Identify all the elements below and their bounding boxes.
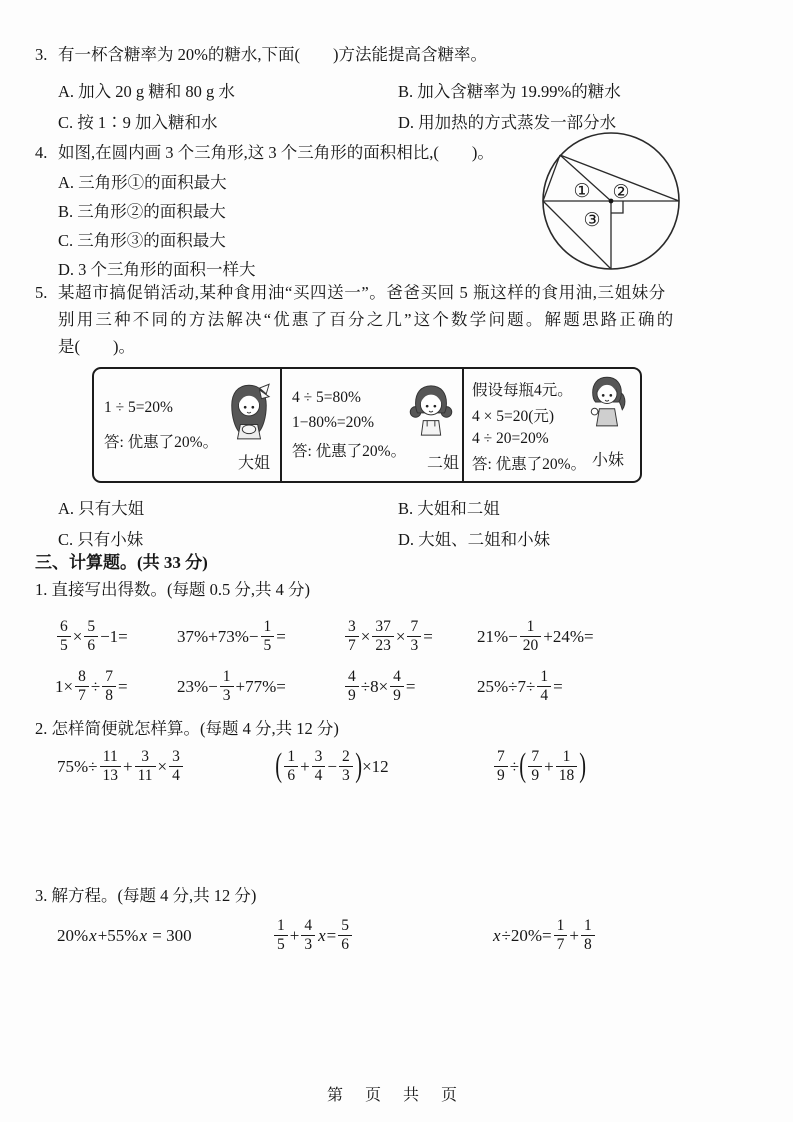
solution-card-xiaomei: [462, 369, 640, 481]
question-4-option-d: D. 3 个三角形的面积一样大: [58, 260, 256, 279]
question-3-number: 3.: [35, 45, 48, 64]
question-5-option-b: B. 大姐和二姐: [398, 499, 500, 518]
math-expression: $\frac{4}{9}$ ÷8× $\frac{4}{9}$ =: [343, 668, 477, 704]
question-5-option-c: C. 只有小妹: [58, 530, 144, 549]
question-4-option-c: C. 三角形③的面积最大: [58, 231, 226, 250]
question-4-option-a: A. 三角形①的面积最大: [58, 173, 227, 192]
solutions-table: [92, 367, 642, 483]
question-3-option-b: B. 加入含糖率为 19.99%的糖水: [398, 82, 621, 101]
triangle-3-label: ③: [583, 210, 601, 231]
girl-erjie-illustration: [408, 383, 454, 439]
math-expression: 21%− $\frac{1}{20}$ +24%=: [477, 617, 594, 654]
solution-erjie-name: 二姐: [426, 455, 459, 472]
math-expression: $\frac{7}{9}$ ÷ ( $\frac{7}{9}$ + $\frac{1}{18}$ ): [492, 748, 587, 784]
solution-xiaomei-name: 小妹: [591, 452, 624, 469]
math-expression: 37%+73%− $\frac{1}{5}$ =: [177, 617, 286, 654]
solution-xiaomei-work: 假设每瓶4元。 4 × 5=20(元) 4 ÷ 20=20% 答: 优惠了20%。: [472, 382, 587, 473]
calc-3-row: [35, 911, 753, 959]
circle-triangles-diagram: [537, 127, 687, 277]
math-expression: ( $\frac{1}{6}$ + $\frac{3}{4}$ − $\frac{2}{3}$ ) ×12: [275, 747, 389, 784]
girl-dajie-illustration: [226, 383, 272, 443]
triangle-2-label: ②: [612, 182, 630, 203]
math-expression: 75%÷ $\frac{11}{13}$ + $\frac{3}{11}$ × $\frac{3}{4}$: [57, 748, 275, 784]
solution-dajie-work: 1 ÷ 5=20% 答: 优惠了20%。: [104, 398, 219, 451]
solution-dajie-name: 大姐: [237, 455, 270, 472]
question-3-option-d: D. 用加热的方式蒸发一部分水: [398, 113, 617, 132]
question-5-options: [35, 496, 753, 553]
math-expression: 23%− $\frac{1}{3}$ +77%=: [177, 667, 286, 704]
girl-xiaomei-illustration: [586, 374, 628, 432]
question-3: [35, 41, 753, 68]
question-5-option-d: D. 大姐、二姐和小妹: [398, 530, 551, 549]
raised-hand-icon: [591, 408, 598, 415]
question-3-option-a: A. 加入 20 g 糖和 80 g 水: [58, 82, 235, 101]
question-5-option-a: A. 只有大姐: [58, 499, 145, 518]
math-expression: $\frac{6}{5}$ × $\frac{5}{6}$ −1=: [55, 618, 177, 654]
calc-2-title: 2. 怎样简便就怎样算。(每题 4 分,共 12 分): [35, 719, 339, 738]
question-5: [35, 279, 753, 360]
math-expression: 1× $\frac{8}{7}$ ÷ $\frac{7}{8}$ =: [55, 667, 128, 704]
calc-1-row-1: [35, 612, 753, 660]
question-5-text-line1: 某超市搞促销活动,某种食用油“买四送一”。爸爸买回 5 瓶这样的食用油,三姐妹分: [58, 283, 666, 302]
math-expression: $\frac{3}{7}$ × $\frac{37}{23}$ × $\frac{7}{3}$ =: [343, 618, 477, 654]
page-footer: 第 页 共 页: [326, 1087, 466, 1104]
calc-1-row-2: [35, 662, 753, 710]
solution-erjie-work: 4 ÷ 5=80% 1−80%=20% 答: 优惠了20%。: [292, 389, 407, 460]
calc-2-row: [35, 742, 753, 790]
question-4-option-b: B. 三角形②的面积最大: [58, 202, 226, 221]
question-4-number: 4.: [35, 143, 48, 162]
question-3-option-c: C. 按 1∶9 加入糖和水: [58, 113, 218, 132]
section-3-heading: 三、计算题。(共 33 分): [35, 553, 208, 572]
solution-card-dajie: [94, 369, 280, 481]
math-equation: x ÷20%= $\frac{1}{7}$ + $\frac{1}{8}$: [492, 917, 597, 953]
math-equation: $\frac{1}{5}$ + $\frac{4}{3}$ x = $\frac{5}{6}$: [272, 917, 492, 953]
question-5-text-line2: 别用三种不同的方法解决“优惠了百分之几”这个数学问题。解题思路正确的: [58, 310, 676, 329]
calc-1-title: 1. 直接写出得数。(每题 0.5 分,共 4 分): [35, 580, 310, 599]
triangle-1-label: ①: [573, 181, 591, 202]
question-4-text: 如图,在圆内画 3 个三角形,这 3 个三角形的面积相比,( )。: [58, 143, 494, 162]
question-5-number: 5.: [35, 283, 48, 302]
solution-card-erjie: [280, 369, 462, 481]
math-equation: 20% x +55% x = 300: [57, 925, 192, 945]
question-5-text-line3: 是( )。: [58, 337, 135, 356]
calc-3-title: 3. 解方程。(每题 4 分,共 12 分): [35, 886, 257, 905]
question-3-text: 有一杯含糖率为 20%的糖水,下面( )方法能提高含糖率。: [58, 45, 487, 64]
math-expression: 25%÷7÷ $\frac{1}{4}$ =: [477, 667, 563, 704]
